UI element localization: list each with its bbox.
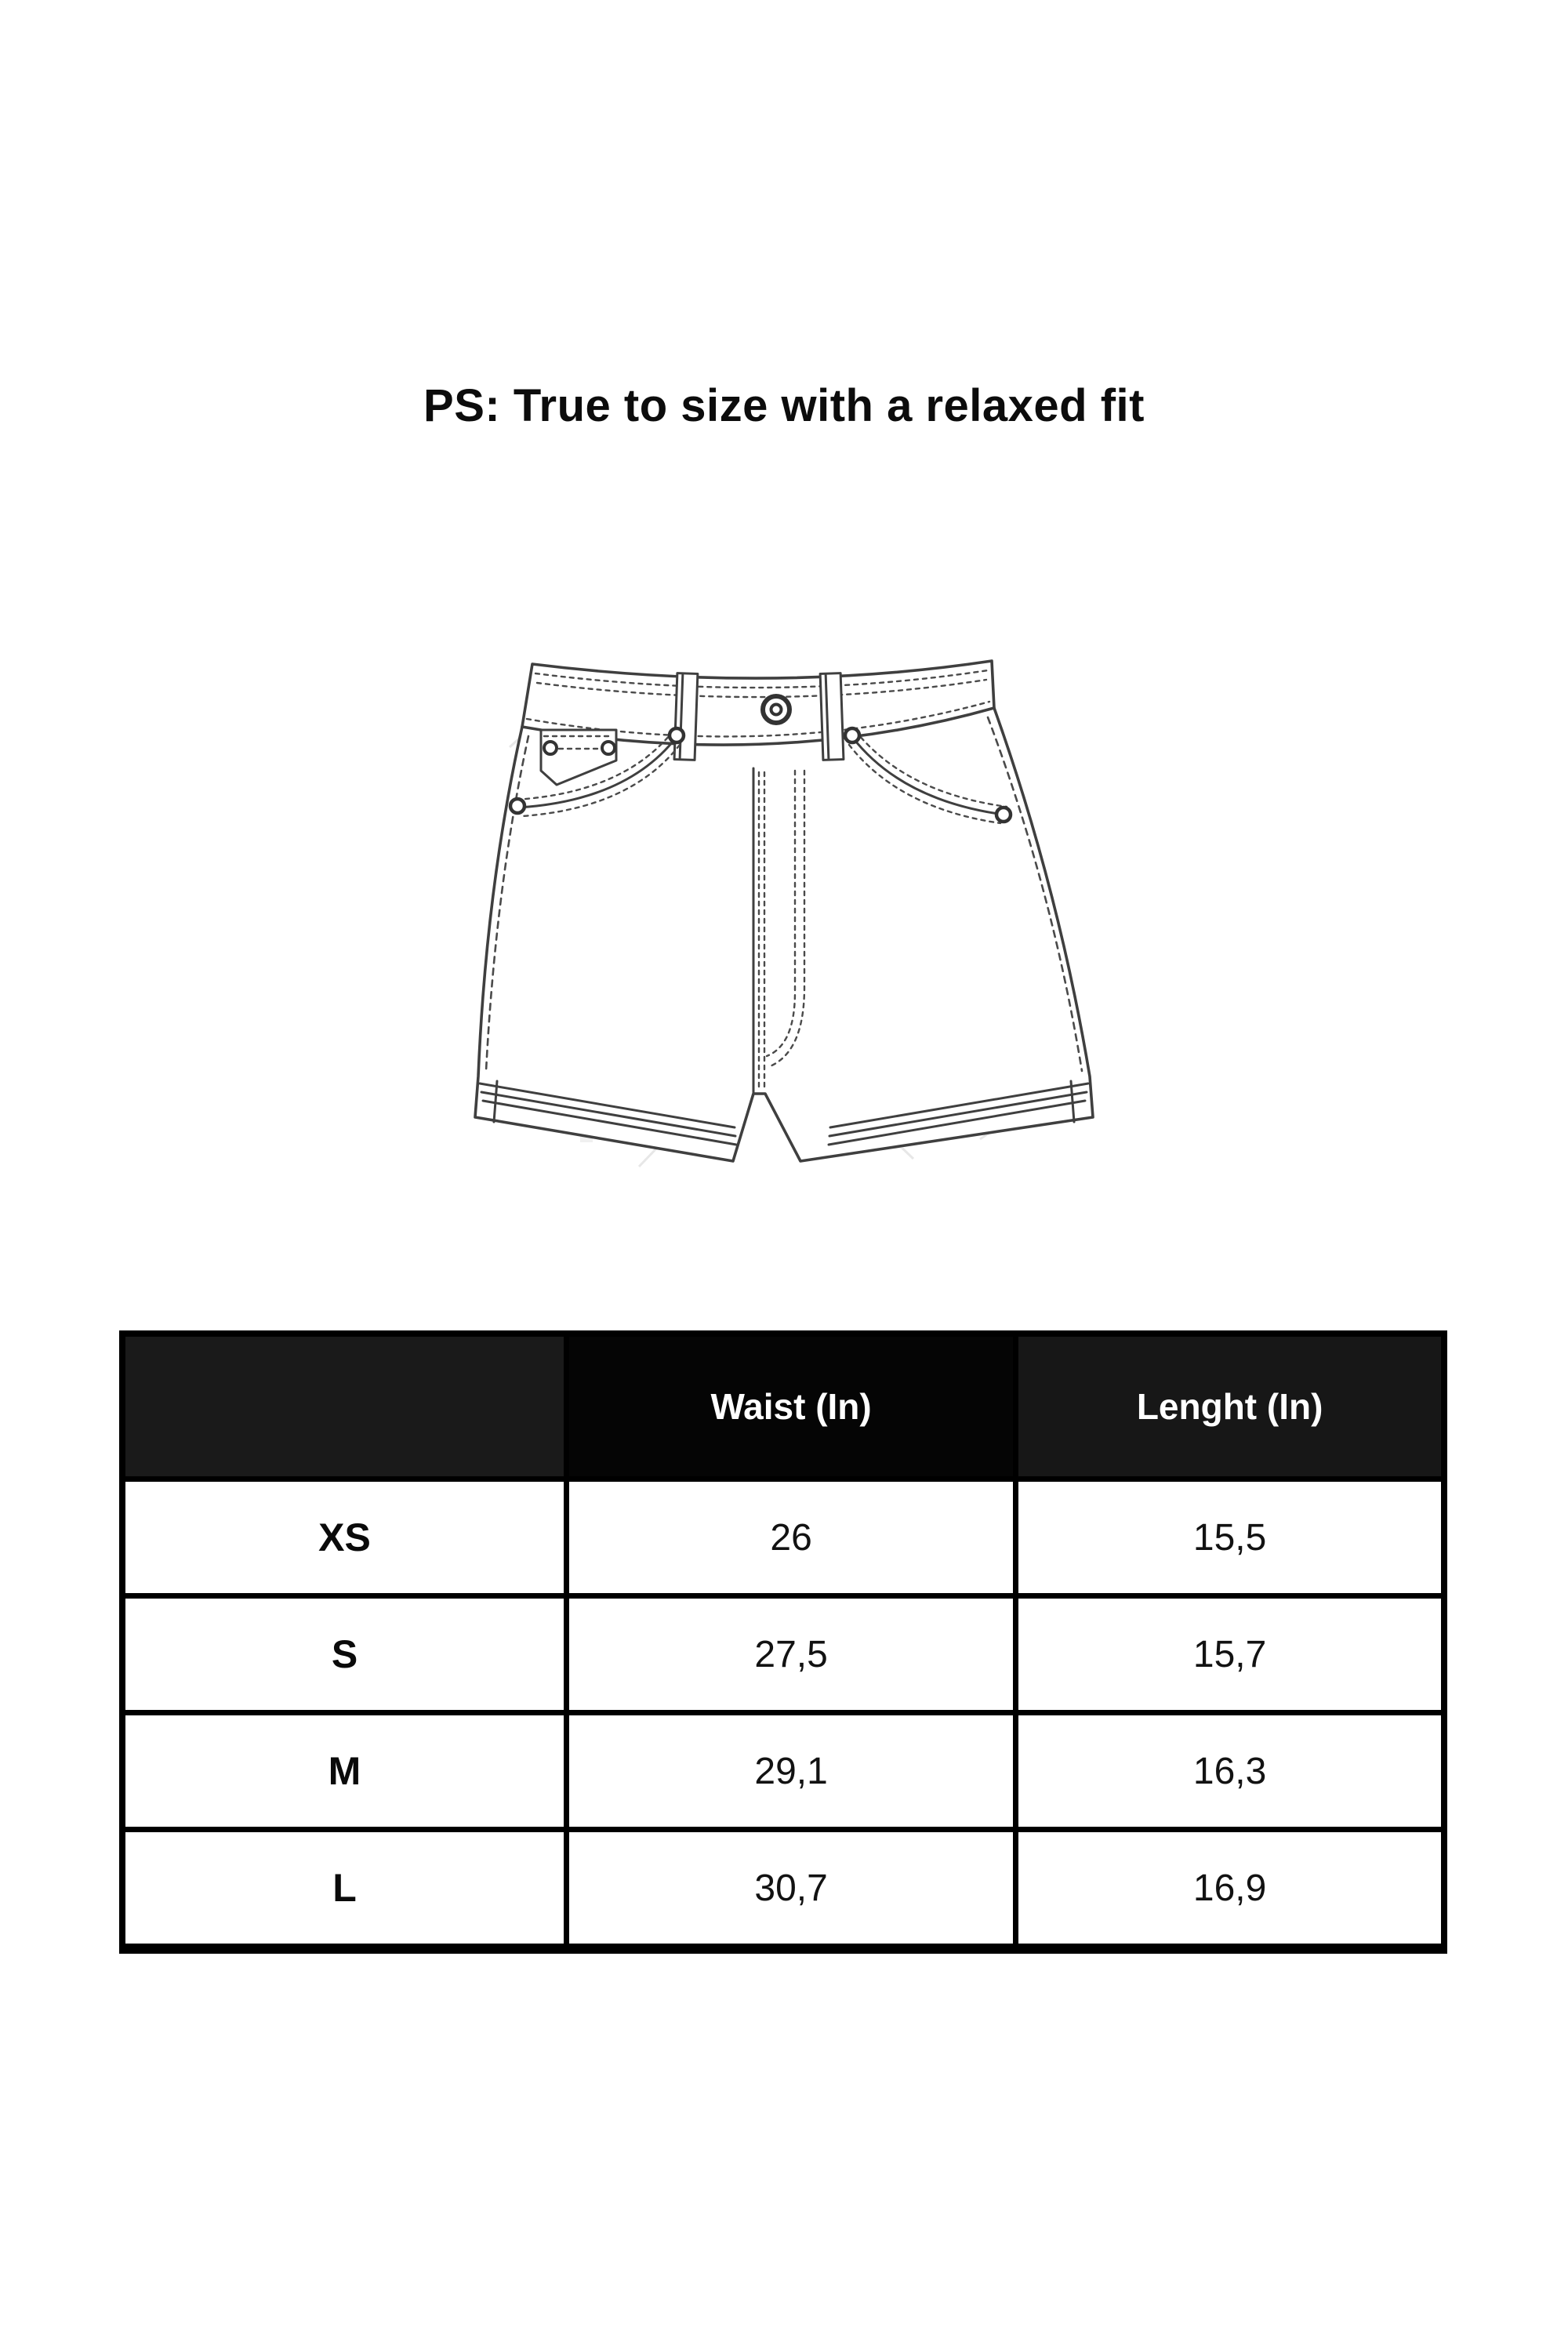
length-value: 15,5 (1016, 1479, 1444, 1596)
size-label: L (122, 1830, 566, 1949)
table-row-xs (122, 1479, 1444, 1596)
page-title: PS: True to size with a relaxed fit (423, 380, 1145, 431)
table-row-s (122, 1596, 1444, 1713)
shorts-illustration (455, 653, 1113, 1178)
length-value: 16,3 (1016, 1713, 1444, 1830)
size-table (119, 1330, 1447, 1954)
shorts-illustration-svg (455, 653, 1113, 1178)
size-label: S (122, 1596, 566, 1713)
table-header-row (122, 1334, 1444, 1479)
header-cell-blank (122, 1334, 566, 1479)
waist-value: 26 (566, 1479, 1015, 1596)
waist-value: 27,5 (566, 1596, 1015, 1713)
length-value: 15,7 (1016, 1596, 1444, 1713)
table-row-l (122, 1830, 1444, 1949)
waist-value: 29,1 (566, 1713, 1015, 1830)
size-label: M (122, 1713, 566, 1830)
header-cell-waist: Waist (In) (566, 1334, 1015, 1479)
size-label: XS (122, 1479, 566, 1596)
waist-button (763, 696, 789, 723)
length-value: 16,9 (1016, 1830, 1444, 1949)
waist-value: 30,7 (566, 1830, 1015, 1949)
table-row-m (122, 1713, 1444, 1830)
header-cell-length: Lenght (In) (1016, 1334, 1444, 1479)
